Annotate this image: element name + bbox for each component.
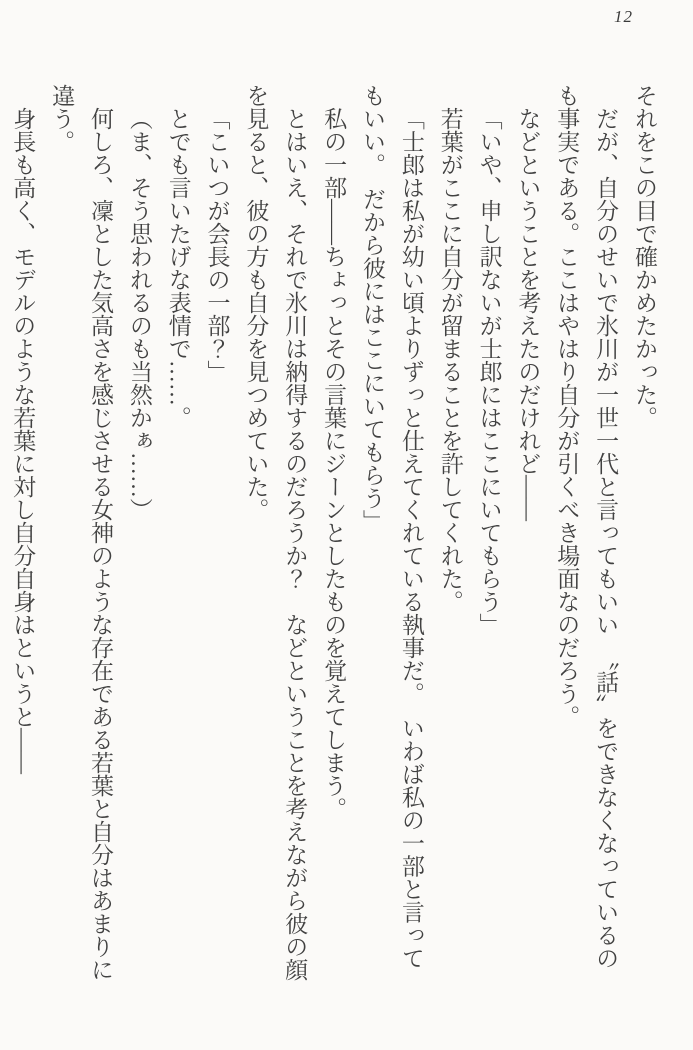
paragraph: とはいえ、それで氷川は納得するのだろうか？ などということを考えながら彼の顔を見ると、彼の方も自分を見つめていた。	[243, 84, 308, 981]
page-text	[2, 84, 663, 987]
paragraph: 身長も高く、モデルのような若葉に対し自分自身はというと——	[10, 107, 36, 774]
paragraph: 何しろ、凜とした気高さを感じさせる女神のような存在である若葉と自分はあまりに違う。	[49, 84, 113, 981]
paragraph: 「こいつが会長の一部？」	[204, 107, 230, 383]
paragraph: だが、自分のせいで氷川が一世一代と言ってもいい 〝話〟をできなくなっているのも事実である。ここはやはり自分が引くべき場面なのだろう。	[554, 84, 619, 970]
paragraph: （ま、そう思われるのも当然かぁ……）	[126, 107, 152, 521]
paragraph: 私の一部——ちょっとその言葉にジーンとしたものを覚えてしまう。	[321, 107, 347, 820]
paragraph: 「いや、申し訳ないが士郎にはここにいてもらう」	[476, 107, 502, 636]
paragraph: 若葉がここに自分が留まることを許してくれた。	[437, 107, 463, 613]
page-number: 12	[614, 7, 633, 26]
paragraph: などということを考えたのだけれど——	[515, 107, 541, 521]
paragraph: 「士郎は私が幼い頃よりずっと仕えてくれている執事だ。 いわば私の一部と言ってもいい。 だから彼にはここにいてもらう」	[359, 84, 424, 970]
paragraph: とでも言いたげな表情で……。	[165, 107, 191, 429]
paragraph: それをこの目で確かめたかった。	[632, 84, 657, 429]
